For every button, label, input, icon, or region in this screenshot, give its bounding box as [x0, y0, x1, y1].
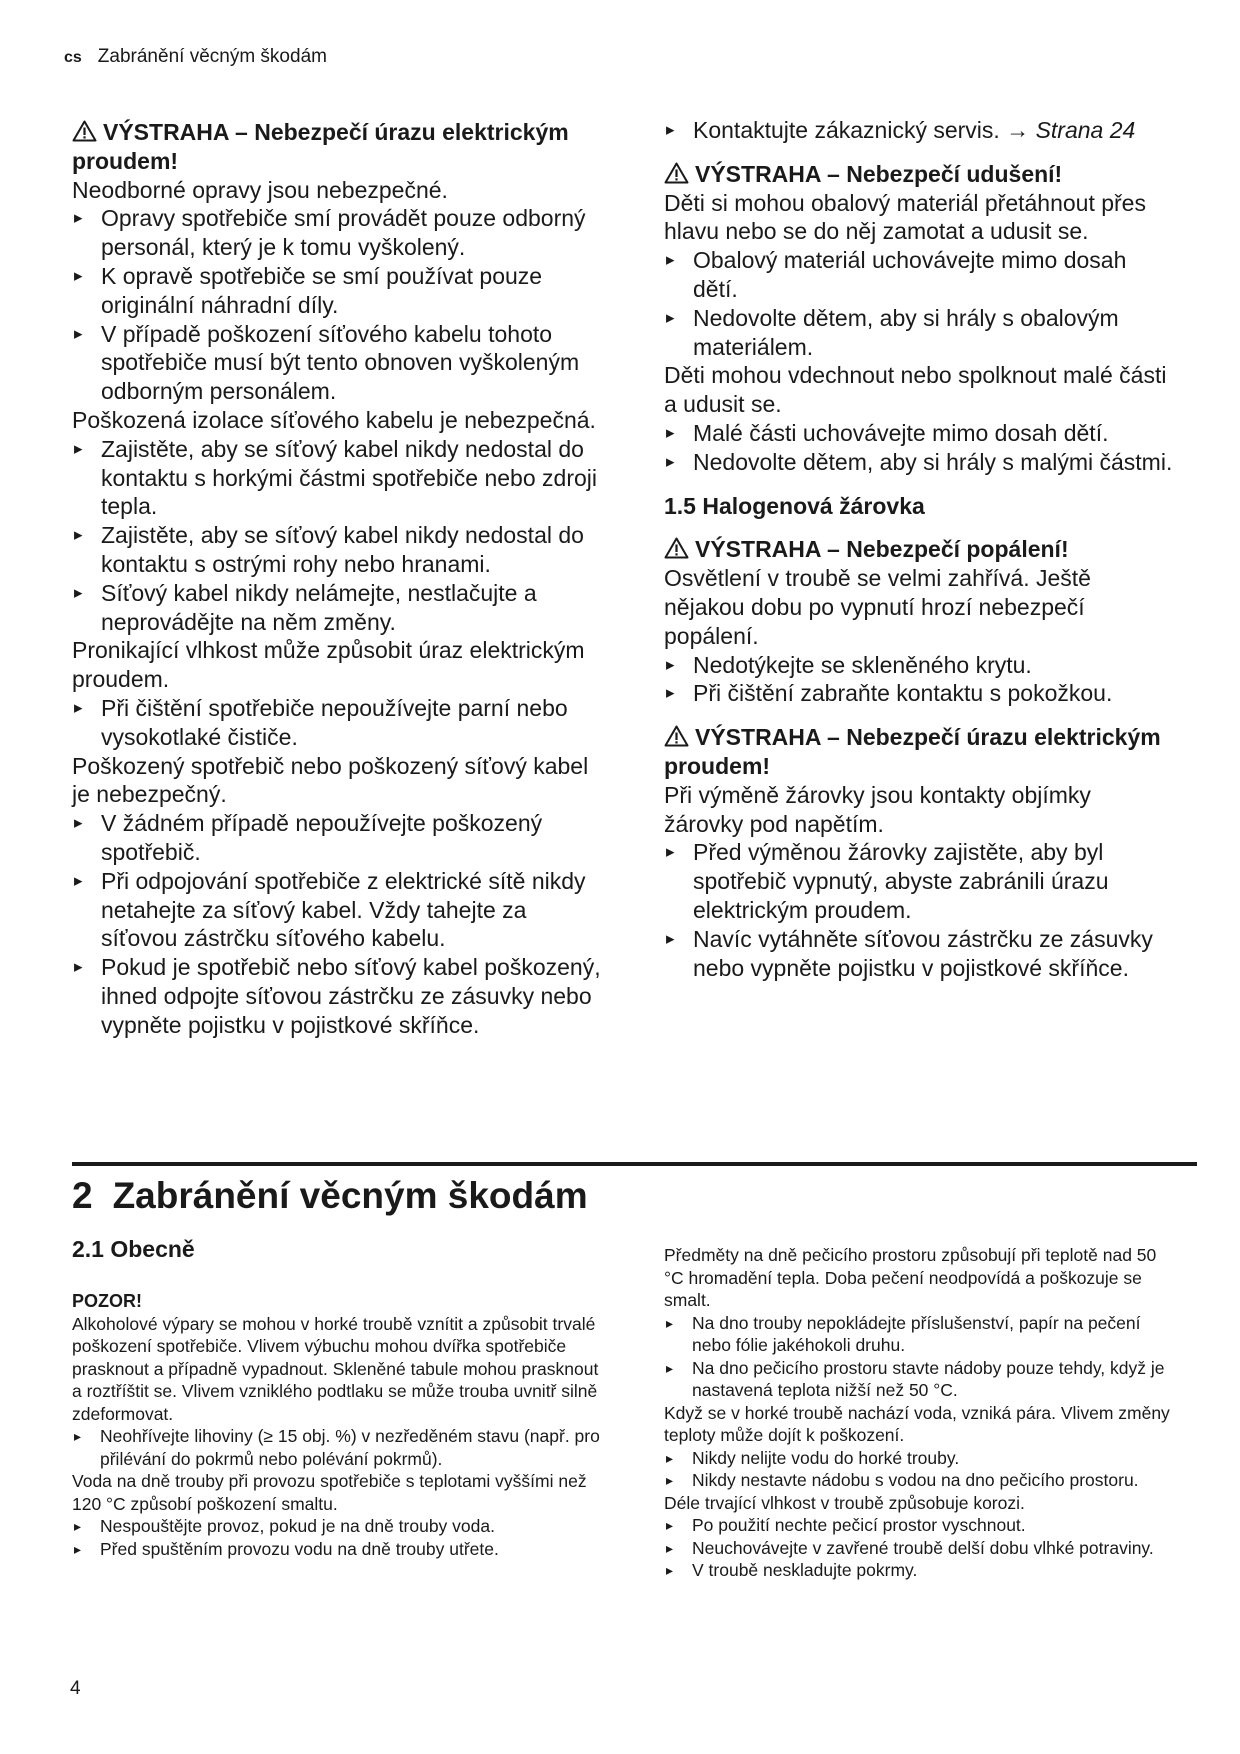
bullet-list: [664, 1514, 1174, 1582]
section-title: [72, 1174, 588, 1218]
caution-label: POZOR!: [72, 1291, 142, 1311]
list-item: ▸ Malé části uchovávejte mimo dosah dětí.: [664, 419, 1174, 448]
list-item: ▸ Nikdy nelijte vodu do horké trouby.: [664, 1447, 1174, 1470]
list-item: ▸ Při odpojování spotřebiče z elektrické sítě nikdy netahejte za síťový kabel. Vždy tahejte za síťovou zástrčku síťového kabelu.: [72, 867, 602, 953]
page-number: 4: [70, 1678, 81, 1699]
bullet-list: [72, 694, 602, 752]
service-text: Kontaktujte zákaznický servis.: [693, 117, 1000, 143]
warning-heading: [664, 160, 1174, 189]
paragraph: Když se v horké troubě nachází voda, vzniká pára. Vlivem změny teploty může dojít k poškození.: [664, 1402, 1170, 1445]
list-item: ▸ Nespouštějte provoz, pokud je na dně trouby voda.: [72, 1515, 607, 1538]
list-item: ▸ Při čištění zabraňte kontaktu s pokožkou.: [664, 679, 1174, 708]
page-reference-link[interactable]: → Strana 24: [1006, 117, 1136, 143]
bullet-list: [664, 1447, 1174, 1492]
paragraph: Neodborné opravy jsou nebezpečné.: [72, 176, 448, 203]
list-item: ▸ Nedovolte dětem, aby si hrály s obalovým materiálem.: [664, 304, 1174, 362]
list-item: ▸ Při čištění spotřebiče nepoužívejte parní nebo vysokotlaké čističe.: [72, 694, 602, 752]
list-item: ▸ Na dno trouby nepokládejte příslušenství, papír na pečení nebo fólie jakéhokoli druhu.: [664, 1312, 1174, 1357]
warning-heading: [664, 723, 1174, 781]
subsection-heading: 1.5 Halogenová žárovka: [664, 492, 925, 519]
bullet-list: [664, 838, 1174, 982]
bullet-list: [664, 419, 1174, 477]
language-code: cs: [64, 49, 82, 66]
list-item: ▸ Před spuštěním provozu vodu na dně trouby utřete.: [72, 1538, 607, 1561]
warning-title: VÝSTRAHA – Nebezpečí úrazu elektrickým proudem!: [664, 724, 1161, 779]
list-item: ▸ Neuchovávejte v zavřené troubě delší dobu vlhké potraviny.: [664, 1537, 1174, 1560]
warning-triangle-icon: [664, 537, 689, 559]
list-item: ▸ Nedotýkejte se skleněného krytu.: [664, 651, 1174, 680]
column-left-bottom: [72, 1290, 607, 1560]
paragraph: Voda na dně trouby při provozu spotřebiče s teplotami vyššími než 120 °C způsobí poškození smaltu.: [72, 1471, 587, 1514]
paragraph: Pronikající vlhkost může způsobit úraz elektrickým proudem.: [72, 637, 585, 693]
list-item: ▸ Opravy spotřebiče smí provádět pouze odborný personál, který je k tomu vyškolený.: [72, 204, 602, 262]
paragraph: Poškozený spotřebič nebo poškozený síťový kabel je nebezpečný.: [72, 752, 589, 808]
warning-triangle-icon: [664, 725, 689, 747]
list-item: ▸ Zajistěte, aby se síťový kabel nikdy nedostal do kontaktu s ostrými rohy nebo hranami.: [72, 521, 602, 579]
column-right-top: [664, 116, 1174, 982]
list-item: ▸ Pokud je spotřebič nebo síťový kabel poškozený, ihned odpojte síťovou zástrčku ze zásuvky nebo vypněte pojistku v pojistkové skříňce.: [72, 953, 602, 1039]
paragraph: Déle trvající vlhkost v troubě způsobuje korozi.: [664, 1492, 1025, 1513]
bullet-list: [72, 435, 602, 637]
bullet-list: [664, 1312, 1174, 1402]
bullet-list: [664, 116, 1174, 145]
list-item: [664, 116, 1174, 145]
paragraph: Předměty na dně pečicího prostoru způsobují při teplotě nad 50 °C hromadění tepla. Doba pečení neodpovídá a poškozuje se smalt.: [664, 1245, 1157, 1310]
bullet-list: [664, 651, 1174, 709]
section-divider: [72, 1162, 1197, 1166]
list-item: ▸ Nikdy nestavte nádobu s vodou na dno pečicího prostoru.: [664, 1469, 1174, 1492]
list-item: ▸ Před výměnou žárovky zajistěte, aby byl spotřebič vypnutý, abyste zabránili úrazu elektrickým proudem.: [664, 838, 1174, 924]
column-left-top: [72, 118, 602, 1040]
list-item: ▸ Na dno pečicího prostoru stavte nádoby pouze tehdy, když je nastavená teplota nižší než 50 °C.: [664, 1357, 1174, 1402]
warning-title: VÝSTRAHA – Nebezpečí úrazu elektrickým proudem!: [72, 119, 569, 174]
bullet-list: [72, 1515, 607, 1560]
bullet-list: [72, 204, 602, 406]
list-item: ▸ V troubě neskladujte pokrmy.: [664, 1559, 1174, 1582]
warning-heading: [72, 118, 602, 176]
bullet-list: [664, 246, 1174, 361]
paragraph: Děti si mohou obalový materiál přetáhnout přes hlavu nebo se do něj zamotat a udusit se.: [664, 189, 1146, 245]
section-title-text: Zabránění věcným škodám: [112, 1175, 588, 1216]
warning-triangle-icon: [664, 162, 689, 184]
paragraph: Alkoholové výpary se mohou v horké troubě vznítit a způsobit trvalé poškození spotřebiče. Vlivem výbuchu mohou dvířka spotřebiče prasknout a případně vypadnout. Skleněné tabule mohou prasknout a roztříštit se. Vlivem vzniklého podtlaku se může trouba uvnitř silně zdeformovat.: [72, 1313, 599, 1424]
paragraph: Osvětlení v troubě se velmi zahřívá. Ještě nějakou dobu po vypnutí hrozí nebezpečí popálení.: [664, 565, 1091, 649]
bullet-list: [72, 1425, 607, 1470]
list-item: ▸ K opravě spotřebiče se smí používat pouze originální náhradní díly.: [72, 262, 602, 320]
list-item: ▸ V případě poškození síťového kabelu tohoto spotřebiče musí být tento obnoven vyškoleným odborným personálem.: [72, 320, 602, 406]
list-item: ▸ Síťový kabel nikdy nelámejte, nestlačujte a neprovádějte na něm změny.: [72, 579, 602, 637]
section-number: 2: [72, 1175, 93, 1216]
warning-title: VÝSTRAHA – Nebezpečí popálení!: [695, 536, 1069, 563]
column-right-bottom: [664, 1244, 1174, 1582]
paragraph: Děti mohou vdechnout nebo spolknout malé části a udusit se.: [664, 362, 1167, 418]
warning-triangle-icon: [72, 120, 97, 142]
list-item: ▸ V žádném případě nepoužívejte poškozený spotřebič.: [72, 809, 602, 867]
list-item: ▸ Neohřívejte lihoviny (≥ 15 obj. %) v nezředěném stavu (např. pro přilévání do pokrmů nebo polévání pokrmů).: [72, 1425, 607, 1470]
page-header: [64, 46, 327, 68]
bullet-list: [72, 809, 602, 1039]
paragraph: Poškozená izolace síťového kabelu je nebezpečná.: [72, 406, 596, 433]
list-item: ▸ Po použití nechte pečicí prostor vyschnout.: [664, 1514, 1174, 1537]
warning-heading: [664, 535, 1174, 564]
list-item: ▸ Nedovolte dětem, aby si hrály s malými částmi.: [664, 448, 1174, 477]
header-title: Zabránění věcným škodám: [97, 46, 327, 67]
paragraph: Při výměně žárovky jsou kontakty objímky žárovky pod napětím.: [664, 781, 1091, 837]
warning-title: VÝSTRAHA – Nebezpečí udušení!: [695, 160, 1063, 187]
list-item: ▸ Navíc vytáhněte síťovou zástrčku ze zásuvky nebo vypněte pojistku v pojistkové skříňce.: [664, 925, 1174, 983]
list-item: ▸ Obalový materiál uchovávejte mimo dosah dětí.: [664, 246, 1174, 304]
subsection-heading: 2.1 Obecně: [72, 1236, 195, 1262]
list-item: ▸ Zajistěte, aby se síťový kabel nikdy nedostal do kontaktu s horkými částmi spotřebiče nebo zdroji tepla.: [72, 435, 602, 521]
